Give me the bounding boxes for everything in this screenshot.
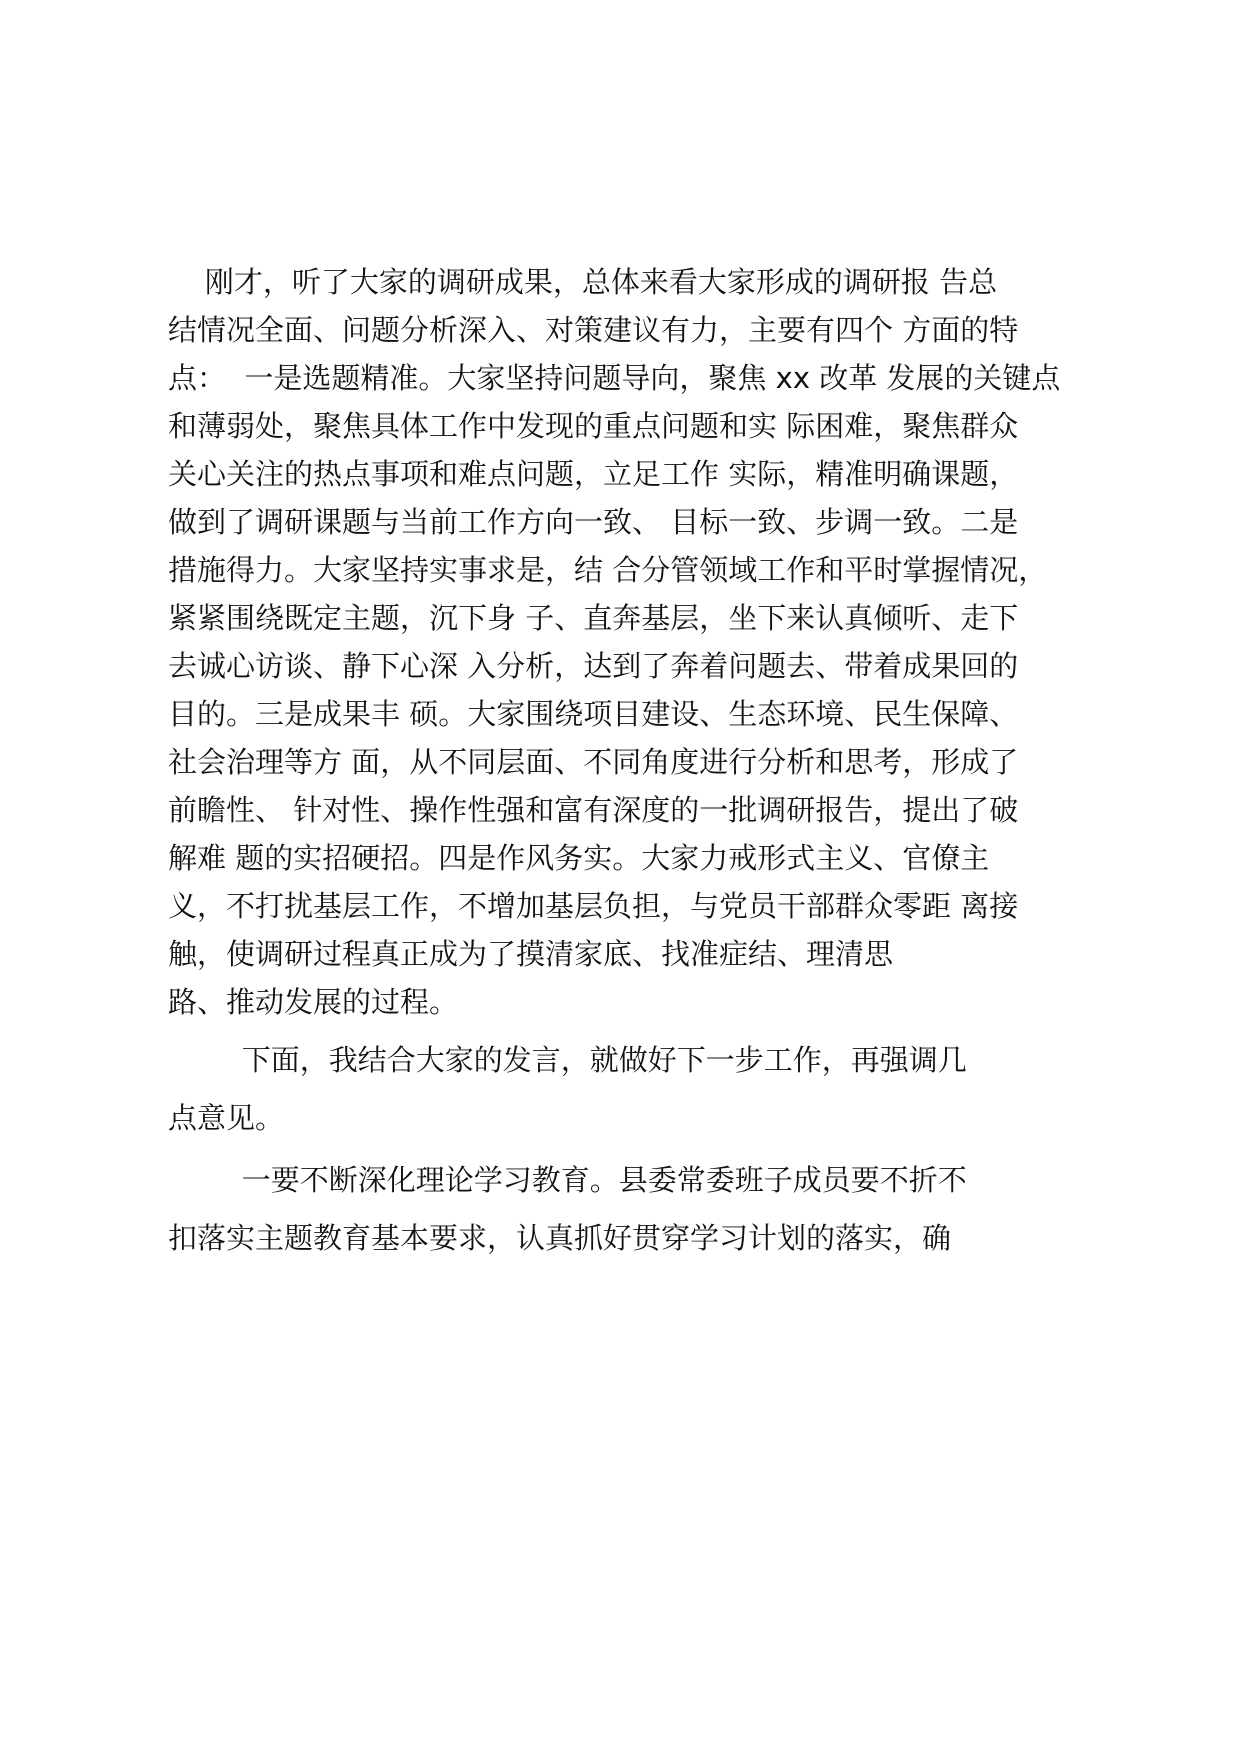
- text-line: 解难 题的实招硬招。四是作风务实。大家力戒形式主义、官僚主: [168, 841, 990, 875]
- text-line: 触，使调研过程真正成为了摸清家底、找准症结、理清思: [168, 937, 894, 971]
- text-line: 目的。三是成果丰 硕。大家围绕项目建设、生态环境、民生保障、: [168, 697, 1019, 731]
- text-line: 路、推动发展的过程。: [168, 985, 459, 1019]
- text-line: 刚才，听了大家的调研成果，总体来看大家形成的调研报 告总: [168, 265, 998, 299]
- text-line: 下面，我结合大家的发言，就做好下一步工作，再强调几: [168, 1043, 967, 1077]
- text-line: 一要不断深化理论学习教育。县委常委班子成员要不折不: [168, 1163, 967, 1197]
- text-line: 点： 一是选题精准。大家坚持问题导向，聚焦 xx 改革 发展的关键点: [168, 361, 1061, 395]
- text-line: 做到了调研课题与当前工作方向一致、 目标一致、步调一致。二是: [168, 505, 1019, 539]
- text-line: 去诚心访谈、静下心深 入分析，达到了奔着问题去、带着成果回的: [168, 649, 1019, 683]
- text-line: 紧紧围绕既定主题，沉下身 子、直奔基层，坐下来认真倾听、走下: [168, 601, 1019, 635]
- text-line: 社会治理等方 面，从不同层面、不同角度进行分析和思考，形成了: [168, 745, 1019, 779]
- text-line: 扣落实主题教育基本要求，认真抓好贯穿学习计划的落实，确: [168, 1221, 952, 1255]
- text-line: 义，不打扰基层工作，不增加基层负担，与党员干部群众零距 离接: [168, 889, 1019, 923]
- text-line: 前瞻性、 针对性、操作性强和富有深度的一批调研报告，提出了破: [168, 793, 1019, 827]
- text-line: 结情况全面、问题分析深入、对策建议有力，主要有四个 方面的特: [168, 313, 1019, 347]
- text-line: 关心关注的热点事项和难点问题，立足工作 实际，精准明确课题，: [168, 457, 1019, 491]
- text-line: 点意见。: [168, 1101, 285, 1135]
- text-line: 措施得力。大家坚持实事求是，结 合分管领域工作和平时掌握情况，: [168, 553, 1048, 587]
- text-line: 和薄弱处，聚焦具体工作中发现的重点问题和实 际困难，聚焦群众: [168, 409, 1019, 443]
